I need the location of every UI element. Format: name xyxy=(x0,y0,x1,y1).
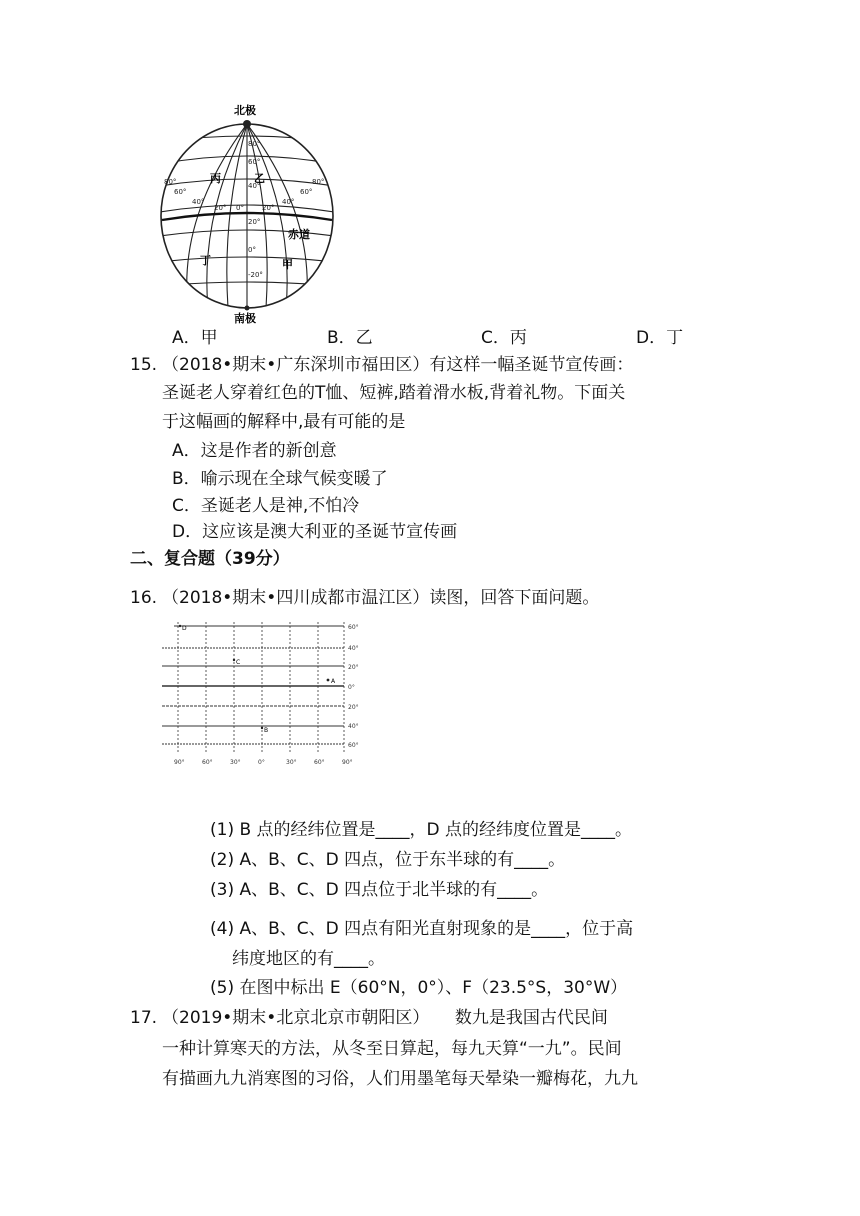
globe-lon-80w: 80° xyxy=(164,178,177,186)
q15-option-a: A．这是作者的新创意 xyxy=(172,441,337,461)
point-d-label: D xyxy=(182,625,187,632)
globe-lat-20: 20° xyxy=(248,218,261,226)
globe-lon-40w: 40° xyxy=(192,198,205,206)
globe-label-equator: 赤道 xyxy=(288,228,310,241)
grid-lat-60s: 60° xyxy=(348,742,359,749)
globe-lat-0: 0° xyxy=(248,246,256,254)
globe-lon-60e: 60° xyxy=(300,188,313,196)
globe-label-bing: 丙 xyxy=(210,172,221,185)
lat-lon-grid-figure xyxy=(162,618,367,770)
q16-sub-3: (3) A、B、C、D 四点位于北半球的有____。 xyxy=(210,880,549,900)
q17-line-3: 有描画九九消寒图的习俗，人们用墨笔每天晕染一瓣梅花，九九 xyxy=(162,1069,638,1089)
globe-lat-40: 40° xyxy=(248,182,261,190)
grid-lon-0: 0° xyxy=(258,759,265,766)
q16-sub-5: (5) 在图中标出 E（60°N，0°）、F（23.5°S，30°W） xyxy=(210,978,628,998)
q16-sub-4: (4) A、B、C、D 四点有阳光直射现象的是____，位于高 xyxy=(210,919,634,939)
q16-number: 16. xyxy=(130,588,158,608)
point-b-label: B xyxy=(264,727,269,734)
q15-option-d: D．这应该是澳大利亚的圣诞节宣传画 xyxy=(172,522,458,542)
grid-lon-60e: 60° xyxy=(314,759,325,766)
globe-lon-20w: 20° xyxy=(214,204,227,212)
section-heading: 二、复合题（39分） xyxy=(130,549,290,569)
grid-lat-40s: 40° xyxy=(348,723,359,730)
q15-line-1: （2018•期末•广东深圳市福田区）有这样一幅圣诞节宣传画： xyxy=(162,355,634,375)
q15-line-2: 圣诞老人穿着红色的T恤、短裤,踏着滑水板,背着礼物。下面关 xyxy=(162,383,626,403)
grid-lat-20n: 20° xyxy=(348,664,359,671)
point-c-label: C xyxy=(236,659,241,666)
globe-lat-60: 60° xyxy=(248,158,261,166)
globe-lon-40e: 40° xyxy=(282,198,295,206)
globe-lon-80e: 80° xyxy=(312,178,325,186)
grid-lon-90w: 90° xyxy=(174,759,185,766)
q16-text: （2018•期末•四川成都市温江区）读图，回答下面问题。 xyxy=(162,588,600,608)
globe-label-jia: 甲 xyxy=(282,258,293,271)
globe-lon-20e: 20° xyxy=(262,204,275,212)
north-pole-label: 北极 xyxy=(234,104,256,117)
grid-lat-20s: 20° xyxy=(348,704,359,711)
grid-lat-40n: 40° xyxy=(348,645,359,652)
q14-option-a: A．甲 xyxy=(172,328,218,348)
globe-lat-neg20: -20° xyxy=(248,271,263,279)
grid-lon-90e: 90° xyxy=(342,759,353,766)
q15-option-c: C．圣诞老人是神,不怕冷 xyxy=(172,496,360,516)
grid-lat-0: 0° xyxy=(348,684,355,691)
q15-line-3: 于这幅画的解释中,最有可能的是 xyxy=(162,412,406,432)
q15-number: 15. xyxy=(130,355,158,375)
q14-option-c: C．丙 xyxy=(481,328,527,348)
point-a-label: A xyxy=(331,678,336,685)
q14-option-d: D．丁 xyxy=(636,328,684,348)
q17-number: 17. xyxy=(130,1008,158,1028)
globe-label-yi: 乙 xyxy=(254,172,265,185)
globe-label-ding: 丁 xyxy=(200,254,211,267)
q16-sub-1: (1) B 点的经纬位置是____，D 点的经纬度位置是____。 xyxy=(210,820,633,840)
q14-option-b: B．乙 xyxy=(327,328,373,348)
globe-lon-0: 0° xyxy=(236,204,244,212)
q16-sub-4-cont: 纬度地区的有____。 xyxy=(232,949,385,969)
grid-lon-30e: 30° xyxy=(286,759,297,766)
q17-line-1: （2019•期末•北京北京市朝阳区） 数九是我国古代民间 xyxy=(162,1008,608,1028)
q15-option-b: B．喻示现在全球气候变暖了 xyxy=(172,469,388,489)
q16-sub-2: (2) A、B、C、D 四点，位于东半球的有____。 xyxy=(210,850,566,870)
q17-line-2: 一种计算寒天的方法，从冬至日算起，每九天算“一九”。民间 xyxy=(162,1039,622,1059)
south-pole-label: 南极 xyxy=(234,312,256,324)
grid-lon-60w: 60° xyxy=(202,759,213,766)
globe-lat-80: 80° xyxy=(248,140,261,148)
globe-lon-60w: 60° xyxy=(174,188,187,196)
globe-figure xyxy=(150,102,345,324)
grid-lat-60n: 60° xyxy=(348,624,359,631)
grid-lon-30w: 30° xyxy=(230,759,241,766)
